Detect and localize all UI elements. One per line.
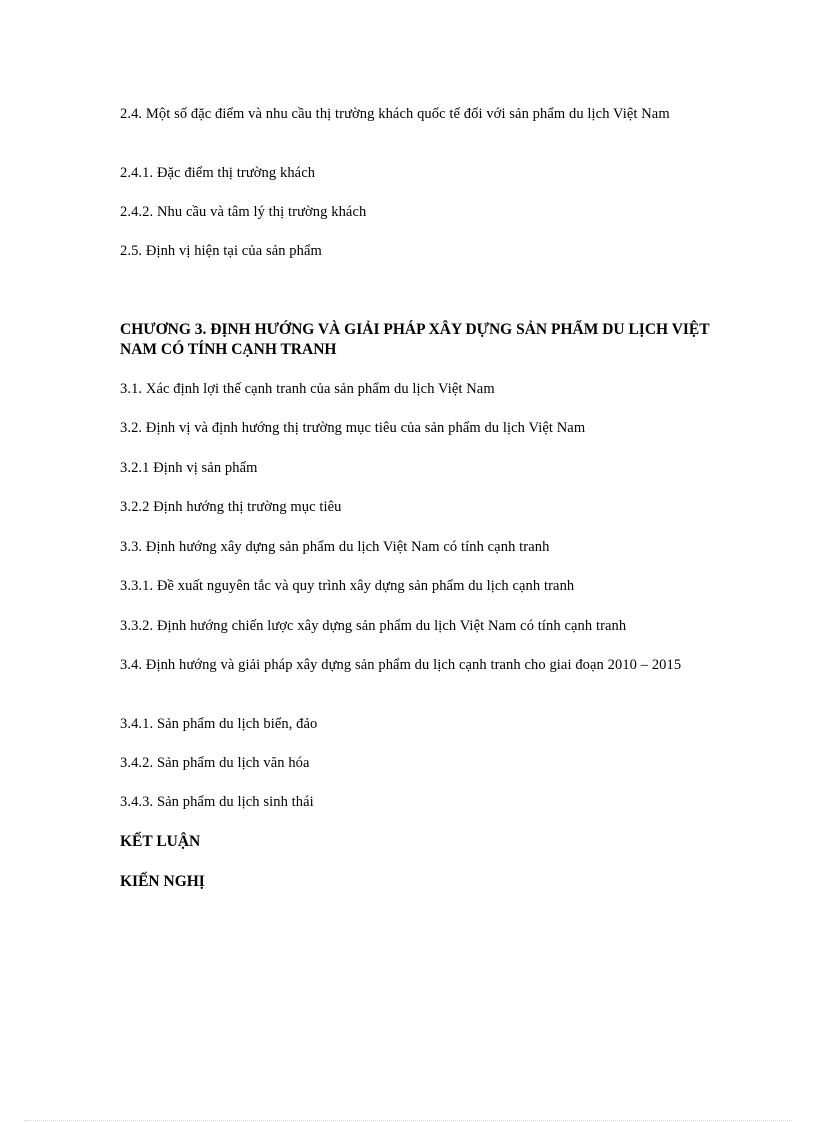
chapter-3-heading: CHƯƠNG 3. ĐỊNH HƯỚNG VÀ GIẢI PHÁP XÂY DỰNG SẢN PHẨM DU LỊCH VIỆT NAM CÓ TÍNH CẠNH TRANH bbox=[120, 321, 710, 358]
toc-entry-3-4-1: 3.4.1. Sản phẩm du lịch biển, đảo bbox=[120, 716, 318, 732]
toc-entry-2-4-2: 2.4.2. Nhu cầu và tâm lý thị trường khách bbox=[120, 204, 367, 220]
toc-entry-2-4: 2.4. Một số đặc điểm và nhu cầu thị trường khách quốc tế đối với sản phẩm du lịch Việt Nam bbox=[120, 106, 670, 122]
toc-entry-3-3: 3.3. Định hướng xây dựng sản phẩm du lịch Việt Nam có tính cạnh tranh bbox=[120, 539, 550, 555]
toc-entry-3-1: 3.1. Xác định lợi thế cạnh tranh của sản phẩm du lịch Việt Nam bbox=[120, 381, 495, 397]
toc-entry-2-4-1: 2.4.1. Đặc điểm thị trường khách bbox=[120, 165, 316, 181]
toc-entry-3-4: 3.4. Định hướng và giải pháp xây dựng sản phẩm du lịch cạnh tranh cho giai đoạn 2010 – 2015 bbox=[120, 657, 682, 673]
page-bottom-divider bbox=[24, 1120, 792, 1121]
toc-entry-3-3-1: 3.3.1. Đề xuất nguyên tắc và quy trình xây dựng sản phẩm du lịch cạnh tranh bbox=[120, 578, 575, 594]
toc-entry-3-2-2: 3.2.2 Định hướng thị trường mục tiêu bbox=[120, 499, 342, 515]
toc-entry-2-5: 2.5. Định vị hiện tại của sản phẩm bbox=[120, 243, 322, 259]
toc-entry-3-3-2: 3.3.2. Định hướng chiến lược xây dựng sản phẩm du lịch Việt Nam có tính cạnh tranh bbox=[120, 618, 627, 634]
toc-entry-3-2: 3.2. Định vị và định hướng thị trường mục tiêu của sản phẩm du lịch Việt Nam bbox=[120, 420, 586, 436]
toc-entry-3-2-1: 3.2.1 Định vị sản phẩm bbox=[120, 460, 258, 476]
toc-entry-3-4-3: 3.4.3. Sản phẩm du lịch sinh thái bbox=[120, 794, 314, 810]
recommendations-heading: KIẾN NGHỊ bbox=[120, 873, 205, 890]
toc-entry-3-4-2: 3.4.2. Sản phẩm du lịch văn hóa bbox=[120, 755, 310, 771]
conclusion-heading: KẾT LUẬN bbox=[120, 833, 201, 850]
